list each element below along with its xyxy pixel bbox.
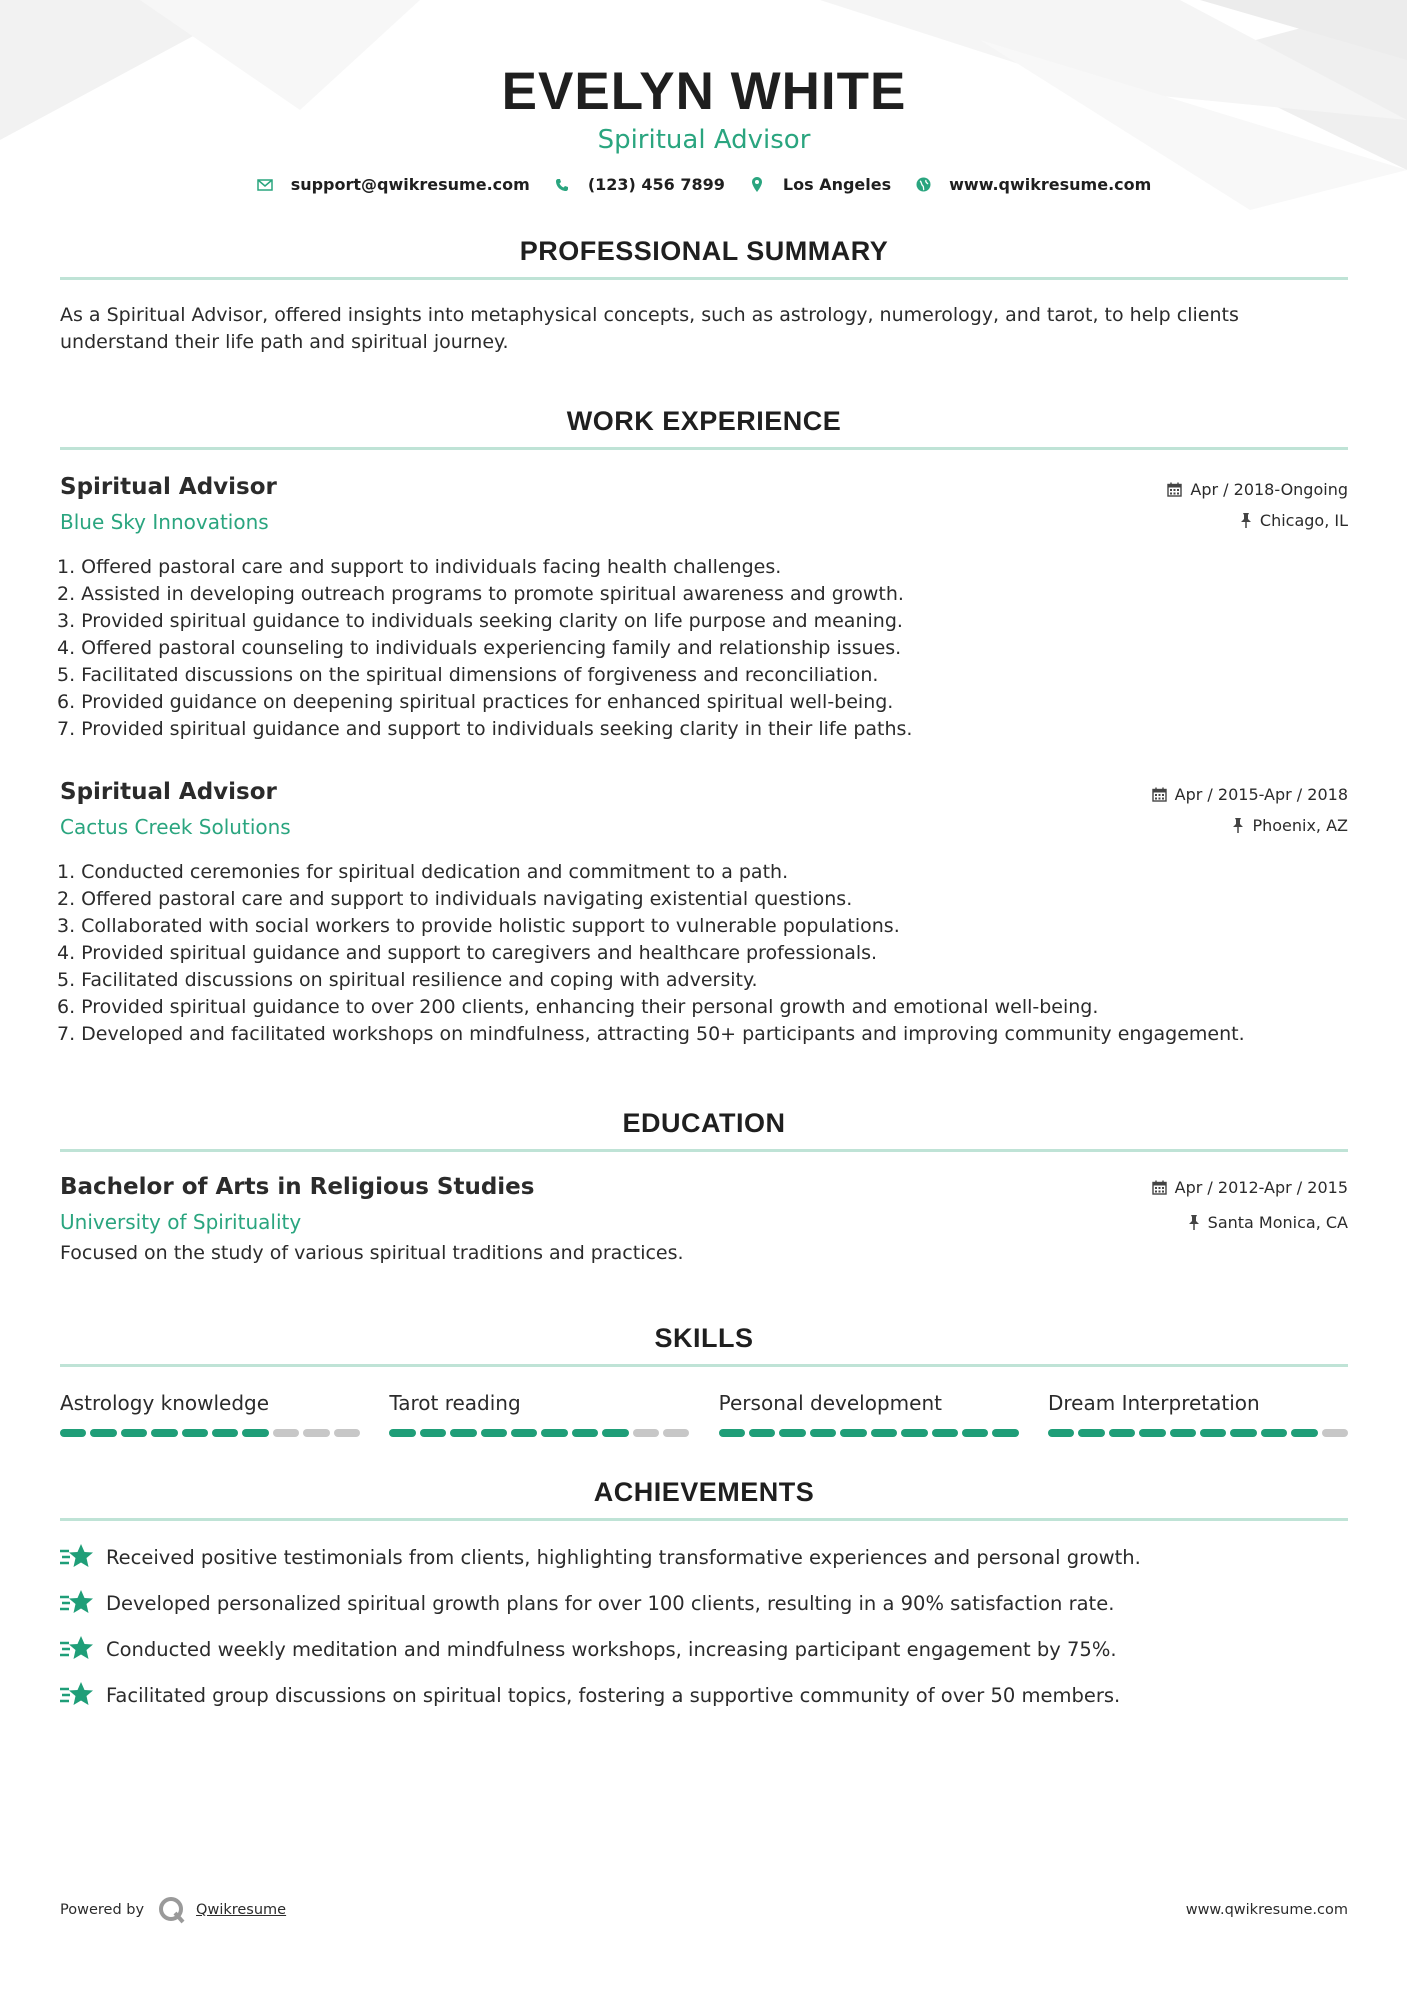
skill-level-segment [90, 1429, 116, 1437]
skill-name: Dream Interpretation [1047, 1391, 1260, 1415]
experience-heading: WORK EXPERIENCE [566, 406, 842, 436]
skills-section [60, 1323, 1348, 1437]
list-item: 4. Offered pastoral counseling to individuals experiencing family and relationship issues. [57, 637, 902, 659]
skill-level-segment [450, 1429, 476, 1437]
summary-text: As a Spiritual Advisor, offered insights into metaphysical concepts, such as astrology, numerology, and tarot, to help clients understand their life path and spiritual journey. [60, 304, 1239, 353]
calendar-icon [1152, 787, 1167, 802]
skill-name: Personal development [718, 1391, 942, 1415]
skill-level-bar [719, 1429, 1019, 1437]
education-section [60, 1108, 1348, 1267]
job-location: Phoenix, AZ [1252, 816, 1348, 835]
skill-level-segment [1261, 1429, 1287, 1437]
skill-level-segment [633, 1429, 659, 1437]
list-item: 4. Provided spiritual guidance and support to caregivers and healthcare professionals. [57, 942, 878, 964]
skill-level-segment [932, 1429, 958, 1437]
star-achievement-icon [60, 1589, 94, 1617]
envelope-icon [257, 177, 273, 193]
contact-location [749, 175, 891, 194]
achievements-heading: ACHIEVEMENTS [593, 1477, 815, 1507]
skill-level-segment [749, 1429, 775, 1437]
job-title: Spiritual Advisor [60, 779, 277, 805]
star-achievement-icon [60, 1681, 94, 1709]
skill-level-segment [1139, 1429, 1165, 1437]
phone-icon [554, 177, 570, 193]
skill-level-segment [420, 1429, 446, 1437]
skill-level-segment [992, 1429, 1018, 1437]
powered-by-label: Powered by [60, 1902, 145, 1918]
contact-email-text: support@qwikresume.com [290, 175, 530, 194]
skill-level-segment [602, 1429, 628, 1437]
skill-level-segment [303, 1429, 329, 1437]
candidate-name: EVELYN WHITE [501, 62, 907, 121]
achievement-item [60, 1681, 1348, 1709]
list-item: 6. Provided guidance on deepening spiritual practices for enhanced spiritual well-being. [57, 691, 894, 713]
footer-website[interactable]: www.qwikresume.com [1185, 1902, 1348, 1918]
achievement-text: Developed personalized spiritual growth plans for over 100 clients, resulting in a 90% satisfaction rate. [106, 1591, 1115, 1615]
job-entry [57, 474, 1348, 743]
contact-location-text: Los Angeles [782, 175, 892, 194]
list-item: 1. Conducted ceremonies for spiritual dedication and commitment to a path. [57, 861, 789, 883]
pushpin-icon [1232, 818, 1244, 833]
education-description: Focused on the study of various spiritual traditions and practices. [60, 1242, 684, 1264]
contact-website[interactable] [915, 175, 1151, 194]
skill-level-segment [182, 1429, 208, 1437]
achievements-section [60, 1477, 1348, 1709]
education-heading: EDUCATION [622, 1108, 786, 1138]
skill-level-segment [1078, 1429, 1104, 1437]
experience-section [57, 406, 1348, 1048]
education-meta [1152, 1174, 1348, 1234]
list-item: 7. Provided spiritual guidance and support to individuals seeking clarity in their life paths. [57, 718, 913, 740]
pushpin-icon [1188, 1215, 1200, 1230]
list-item: 5. Facilitated discussions on spiritual resilience and coping with adversity. [57, 969, 758, 991]
skill-level-segment [1322, 1429, 1348, 1437]
skill-level-segment [1291, 1429, 1317, 1437]
skill-level-segment [511, 1429, 537, 1437]
achievement-item [60, 1635, 1348, 1663]
job-bullets [57, 859, 1348, 1048]
skill-level-segment [663, 1429, 689, 1437]
list-item: 1. Offered pastoral care and support to individuals facing health challenges. [57, 556, 782, 578]
resume-header [60, 0, 1348, 194]
skill-item [60, 1391, 360, 1437]
skill-level-segment [779, 1429, 805, 1437]
skill-item [1048, 1391, 1348, 1437]
skill-level-segment [389, 1429, 415, 1437]
list-item: 3. Collaborated with social workers to provide holistic support to vulnerable populations. [57, 915, 900, 937]
skills-heading: SKILLS [654, 1323, 754, 1353]
education-dates: Apr / 2012-Apr / 2015 [1174, 1178, 1348, 1197]
globe-icon [915, 177, 931, 193]
section-divider [60, 277, 1348, 280]
skill-level-segment [719, 1429, 745, 1437]
qwikresume-logo-icon [158, 1896, 186, 1924]
section-divider [60, 1364, 1348, 1367]
skill-level-segment [1109, 1429, 1135, 1437]
list-item: 2. Offered pastoral care and support to individuals navigating existential questions. [57, 888, 853, 910]
skill-level-segment [60, 1429, 86, 1437]
skill-level-segment [121, 1429, 147, 1437]
section-divider [60, 1518, 1348, 1521]
job-dates: Apr / 2015-Apr / 2018 [1174, 785, 1348, 804]
skill-level-segment [334, 1429, 360, 1437]
skill-level-segment [1230, 1429, 1256, 1437]
skills-list [60, 1391, 1348, 1437]
contact-phone-text: (123) 456 7899 [587, 175, 725, 194]
job-meta [1167, 474, 1348, 534]
skill-level-segment [1170, 1429, 1196, 1437]
section-divider [60, 447, 1348, 450]
skill-level-segment [871, 1429, 897, 1437]
map-pin-icon [749, 177, 765, 193]
education-location: Santa Monica, CA [1207, 1213, 1348, 1232]
achievements-list [60, 1543, 1348, 1709]
education-school: University of Spirituality [60, 1210, 302, 1234]
calendar-icon [1167, 482, 1182, 497]
summary-heading: PROFESSIONAL SUMMARY [519, 236, 889, 266]
job-entry [57, 779, 1348, 1048]
contact-email[interactable] [257, 175, 530, 194]
job-bullets [57, 554, 1348, 743]
list-item: 2. Assisted in developing outreach programs to promote spiritual awareness and growth. [57, 583, 904, 605]
star-achievement-icon [60, 1543, 94, 1571]
job-dates: Apr / 2018-Ongoing [1190, 480, 1348, 499]
skill-item [719, 1391, 1019, 1437]
contact-website-text: www.qwikresume.com [949, 175, 1152, 194]
contact-phone[interactable] [554, 175, 725, 194]
skill-level-bar [1048, 1429, 1348, 1437]
skill-level-segment [151, 1429, 177, 1437]
skill-level-segment [810, 1429, 836, 1437]
skill-name: Astrology knowledge [60, 1391, 270, 1415]
achievement-item [60, 1543, 1348, 1571]
skill-level-segment [212, 1429, 238, 1437]
list-item: 6. Provided spiritual guidance to over 200 clients, enhancing their personal growth and emotional well-being. [57, 996, 1099, 1018]
achievement-item [60, 1589, 1348, 1617]
skill-level-bar [389, 1429, 689, 1437]
qwikresume-link[interactable]: Qwikresume [196, 1902, 287, 1918]
skill-item [389, 1391, 689, 1437]
job-meta [1152, 779, 1348, 839]
pushpin-icon [1240, 513, 1252, 528]
achievement-text: Facilitated group discussions on spiritual topics, fostering a supportive community of over 50 members. [106, 1683, 1121, 1707]
summary-section [60, 236, 1348, 356]
skill-level-segment [273, 1429, 299, 1437]
skill-level-segment [1200, 1429, 1226, 1437]
candidate-title: Spiritual Advisor [597, 125, 811, 155]
education-degree: Bachelor of Arts in Religious Studies [60, 1174, 535, 1200]
skill-level-bar [60, 1429, 360, 1437]
achievement-text: Received positive testimonials from clients, highlighting transformative experiences and personal growth. [106, 1545, 1141, 1569]
resume-page [57, 0, 1348, 1727]
contact-bar [60, 175, 1348, 194]
skill-level-segment [840, 1429, 866, 1437]
skill-level-segment [901, 1429, 927, 1437]
skill-level-segment [962, 1429, 988, 1437]
star-achievement-icon [60, 1635, 94, 1663]
skill-level-segment [1048, 1429, 1074, 1437]
job-location: Chicago, IL [1259, 511, 1348, 530]
list-item: 7. Developed and facilitated workshops on mindfulness, attracting 50+ participants and improving community engagement. [57, 1023, 1245, 1045]
job-company: Blue Sky Innovations [60, 510, 269, 534]
job-title: Spiritual Advisor [60, 474, 277, 500]
skill-name: Tarot reading [389, 1391, 521, 1415]
section-divider [60, 1149, 1348, 1152]
job-company: Cactus Creek Solutions [60, 815, 291, 839]
skill-level-segment [541, 1429, 567, 1437]
achievement-text: Conducted weekly meditation and mindfulness workshops, increasing participant engagement by 75%. [106, 1637, 1117, 1661]
list-item: 5. Facilitated discussions on the spiritual dimensions of forgiveness and reconciliation. [57, 664, 879, 686]
skill-level-segment [481, 1429, 507, 1437]
skill-level-segment [572, 1429, 598, 1437]
skill-level-segment [242, 1429, 268, 1437]
list-item: 3. Provided spiritual guidance to individuals seeking clarity on life purpose and meaning. [57, 610, 903, 632]
footer [60, 1896, 1348, 1924]
calendar-icon [1152, 1180, 1167, 1195]
